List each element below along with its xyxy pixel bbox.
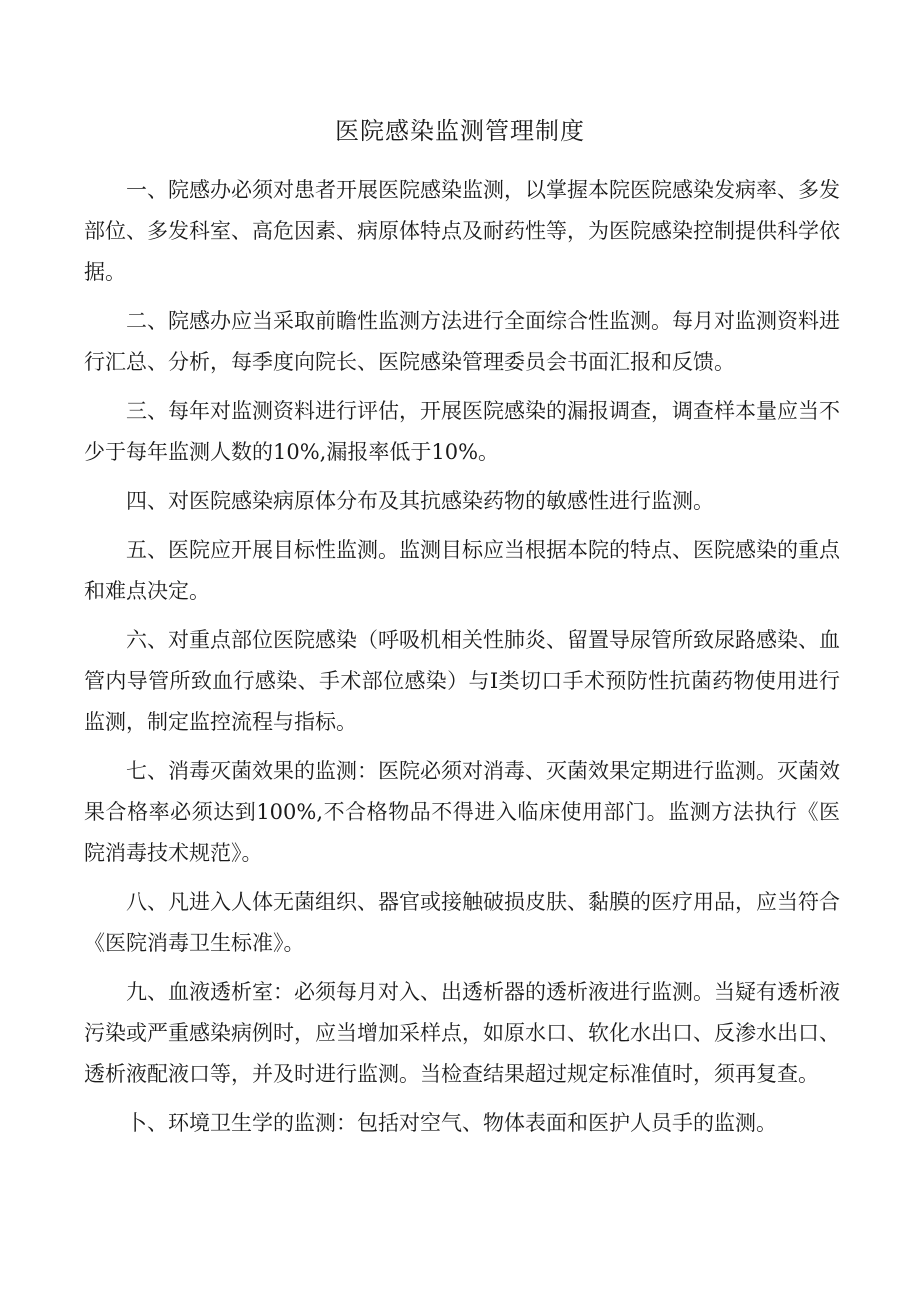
paragraph-3: 三、每年对监测资料进行评估，开展医院感染的漏报调查，调查样本量应当不少于每年监测人数的10%,漏报率低于10%。 (84, 399, 840, 464)
paragraph-4: 四、对医院感染病原体分布及其抗感染药物的敏感性进行监测。 (126, 489, 714, 513)
paragraph-7: 七、消毒灭菌效果的监测：医院必须对消毒、灭菌效果定期进行监测。灭菌效果合格率必须达到100%,不合格物品不得进入临床使用部门。监测方法执行《医院消毒技术规范》。 (84, 759, 840, 865)
paragraph-9: 九、血液透析室：必须每月对入、出透析器的透析液进行监测。当疑有透析液污染或严重感染病例时，应当增加采样点，如原水口、软化水出口、反渗水出口、透析液配液口等，并及时进行监测。当检查结果超过规定标准值时，须再复查。 (84, 980, 840, 1086)
document-body (84, 170, 840, 1152)
paragraph-8: 八、凡进入人体无菌组织、器官或接触破损皮肤、黏膜的医疗用品，应当符合《医院消毒卫生标准》。 (84, 890, 840, 955)
paragraph-5: 五、医院应开展目标性监测。监测目标应当根据本院的特点、医院感染的重点和难点决定。 (84, 538, 840, 603)
paragraph-10: 卜、环境卫生学的监测：包括对空气、物体表面和医护人员手的监测。 (126, 1111, 777, 1135)
paragraph-6: 六、对重点部位医院感染（呼吸机相关性肺炎、留置导尿管所致尿路感染、血管内导管所致血行感染、手术部位感染）与I类切口手术预防性抗菌药物使用进行监测，制定监控流程与指标。 (84, 628, 840, 734)
document-title: 医院感染监测管理制度 (335, 117, 585, 145)
paragraph-1: 一、院感办必须对患者开展医院感染监测，以掌握本院医院感染发病率、多发部位、多发科室、高危因素、病原体特点及耐药性等，为医院感染控制提供科学依据。 (84, 178, 840, 284)
paragraph-2: 二、院感办应当采取前瞻性监测方法进行全面综合性监测。每月对监测资料进行汇总、分析，每季度向院长、医院感染管理委员会书面汇报和反馈。 (84, 309, 840, 374)
